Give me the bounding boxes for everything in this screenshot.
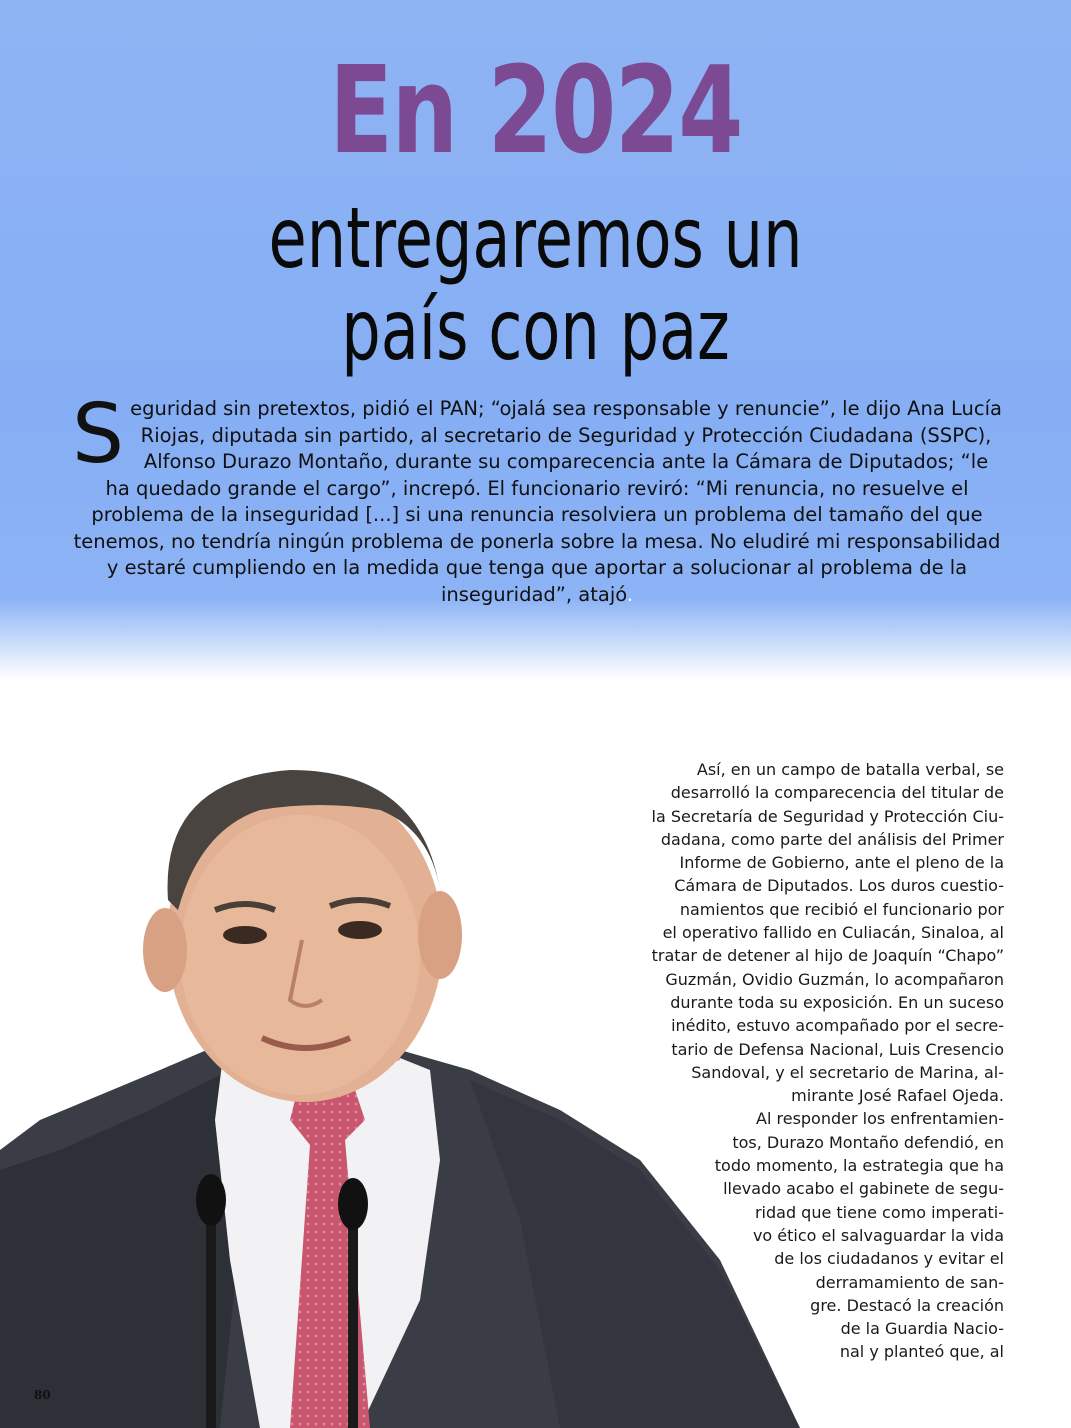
article-line: nal y planteó que, al [839, 1342, 1004, 1362]
article-body [604, 758, 1004, 1364]
article-line: el operativo fallido en Culiacán, Sinaloa, al [662, 923, 1004, 943]
drop-cap: S [72, 387, 125, 482]
article-line: de los ciudadanos y evitar el [774, 1249, 1004, 1269]
lead-text: eguridad sin pretextos, pidió el PAN; “ojalá sea responsable y renuncie”, le dijo Ana Lucía Riojas, diputada sin partido, al secretario de Seguridad y Protección Ciudadana (SSPC), Alfonso Durazo Montaño, durante su comparecencia ante la Cámara de Diputados; “le ha quedado grande el cargo”, increpó. El funcionario reviró: “Mi renuncia, no resuelve el problema de la inseguridad [...] si una renuncia resolviera un problema del tamaño del que tenemos, no tendría ningún problema de ponerla sobre la mesa. No eludiré mi responsabilidad y estaré cumpliendo en la medida que tenga que aportar a solucionar al problema de la inseguridad”, atajó [73, 397, 1002, 606]
article-line: Así, en un campo de batalla verbal, se [696, 760, 1004, 779]
article-line: dadana, como parte del análisis del Primer [660, 829, 1004, 849]
article-line: gre. Destacó la creación [810, 1295, 1004, 1315]
article-line: Informe de Gobierno, ante el pleno de la [679, 853, 1004, 873]
article-line: durante toda su exposición. En un suceso [670, 992, 1004, 1012]
article-line: Al responder los enfrentamien- [756, 1109, 1004, 1129]
article-line: la Secretaría de Seguridad y Protección Ciu- [651, 806, 1004, 826]
article-line: namientos que recibió el funcionario por [679, 899, 1004, 919]
article-line: Guzmán, Ovidio Guzmán, lo acompañaron [665, 969, 1004, 989]
article-line: mirante José Rafael Ojeda. [791, 1086, 1004, 1106]
article-line: de la Guardia Nacio- [840, 1319, 1004, 1339]
article-line: todo momento, la estrategia que ha [714, 1156, 1004, 1176]
article-line: desarrolló la comparecencia del titular de [670, 783, 1004, 803]
article-line: Cámara de Diputados. Los duros cuestio- [674, 876, 1004, 896]
article-line: tratar de detener al hijo de Joaquín “Chapo” [651, 946, 1004, 966]
headline-subtitle [139, 189, 932, 379]
article-line: llevado acabo el gabinete de segu- [723, 1179, 1004, 1199]
page-number: 80 [34, 1388, 51, 1402]
article-line: tario de Defensa Nacional, Luis Cresencio [671, 1039, 1004, 1059]
headline-year: En 2024 [329, 42, 742, 181]
article-line: tos, Durazo Montaño defendió, en [732, 1132, 1004, 1152]
headline-line-3: país con paz [341, 281, 730, 379]
article-line: derramamiento de san- [815, 1272, 1004, 1292]
article-line: vo ético el salvaguardar la vida [752, 1225, 1004, 1245]
lead-end-mark: . [626, 582, 634, 606]
article-line: ridad que tiene como imperati- [754, 1202, 1004, 1222]
article-line: Sandoval, y el secretario de Marina, al- [691, 1062, 1004, 1082]
article-line: inédito, estuvo acompañado por el secre- [671, 1016, 1004, 1036]
headline-line-2: entregaremos un [268, 189, 803, 287]
lead-paragraph [72, 387, 1002, 608]
